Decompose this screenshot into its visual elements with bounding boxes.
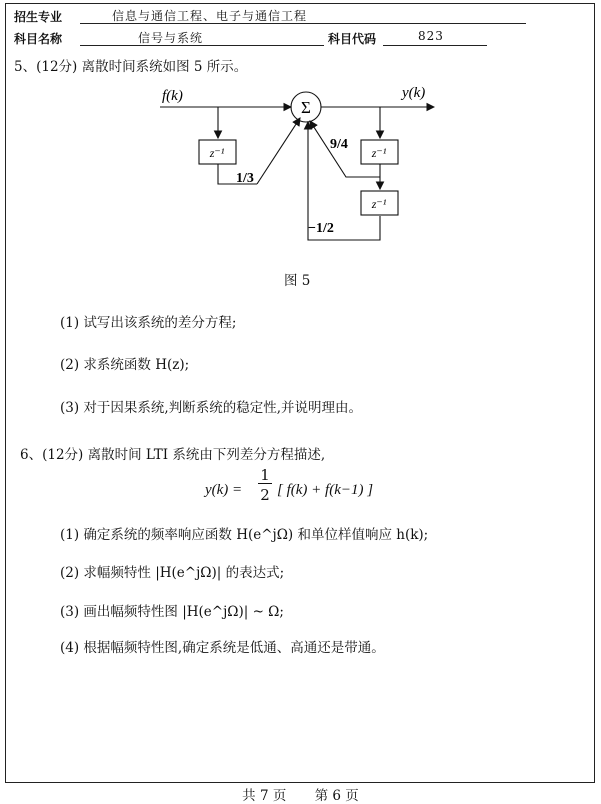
code-label: 科目代码	[328, 32, 377, 46]
footer-total-pages: 共 7 页	[242, 788, 287, 804]
left-gain-arrow	[257, 118, 300, 184]
gain-bottom-label: −1/2	[308, 221, 334, 236]
major-label: 招生专业	[14, 10, 63, 24]
major-underline	[80, 23, 526, 24]
block-diagram	[140, 78, 460, 250]
q6-item-3: (3) 画出幅频特性图 |H(e^jΩ)| ~ Ω;	[60, 604, 284, 620]
subject-label: 科目名称	[14, 32, 63, 46]
q5-item-2: (2) 求系统函数 H(z);	[60, 357, 190, 373]
equation-rhs: [ f(k) + f(k−1) ]	[277, 482, 374, 498]
footer-current-page: 第 6 页	[314, 788, 359, 804]
code-underline	[383, 45, 487, 46]
q6-title: 6、(12分) 离散时间 LTI 系统由下列差分方程描述,	[20, 447, 326, 463]
q6-item-4: (4) 根据幅频特性图,确定系统是低通、高通还是带通。	[60, 640, 385, 656]
right-delay-label-top: z⁻¹	[371, 146, 387, 160]
q6-item-1: (1) 确定系统的频率响应函数 H(e^jΩ) 和单位样值响应 h(k);	[60, 527, 429, 543]
subject-underline	[80, 45, 324, 46]
q5-item-1: (1) 试写出该系统的差分方程;	[60, 315, 237, 331]
equation-fraction-bar	[258, 483, 272, 484]
input-label: f(k)	[162, 88, 183, 104]
adder-symbol: Σ	[301, 98, 311, 117]
subject-value: 信号与系统	[138, 31, 204, 45]
output-label: y(k)	[402, 85, 426, 101]
gain-left-label: 1/3	[236, 171, 254, 186]
equation-fraction-denominator: 2	[260, 486, 270, 504]
right-delay-label-bottom: z⁻¹	[371, 197, 387, 211]
equation-lhs: y(k) =	[205, 482, 243, 498]
q5-title: 5、(12分) 离散时间系统如图 5 所示。	[14, 59, 248, 75]
major-value: 信息与通信工程、电子与通信工程	[112, 9, 308, 23]
code-value: 823	[418, 29, 444, 43]
equation-fraction-numerator: 1	[260, 466, 270, 484]
figure-caption: 图 5	[284, 273, 311, 289]
gain-right-label: 9/4	[330, 137, 348, 152]
q6-item-2: (2) 求幅频特性 |H(e^jΩ)| 的表达式;	[60, 565, 285, 581]
left-delay-label: z⁻¹	[209, 146, 225, 160]
page-footer	[0, 784, 601, 804]
q5-item-3: (3) 对于因果系统,判断系统的稳定性,并说明理由。	[60, 400, 362, 416]
